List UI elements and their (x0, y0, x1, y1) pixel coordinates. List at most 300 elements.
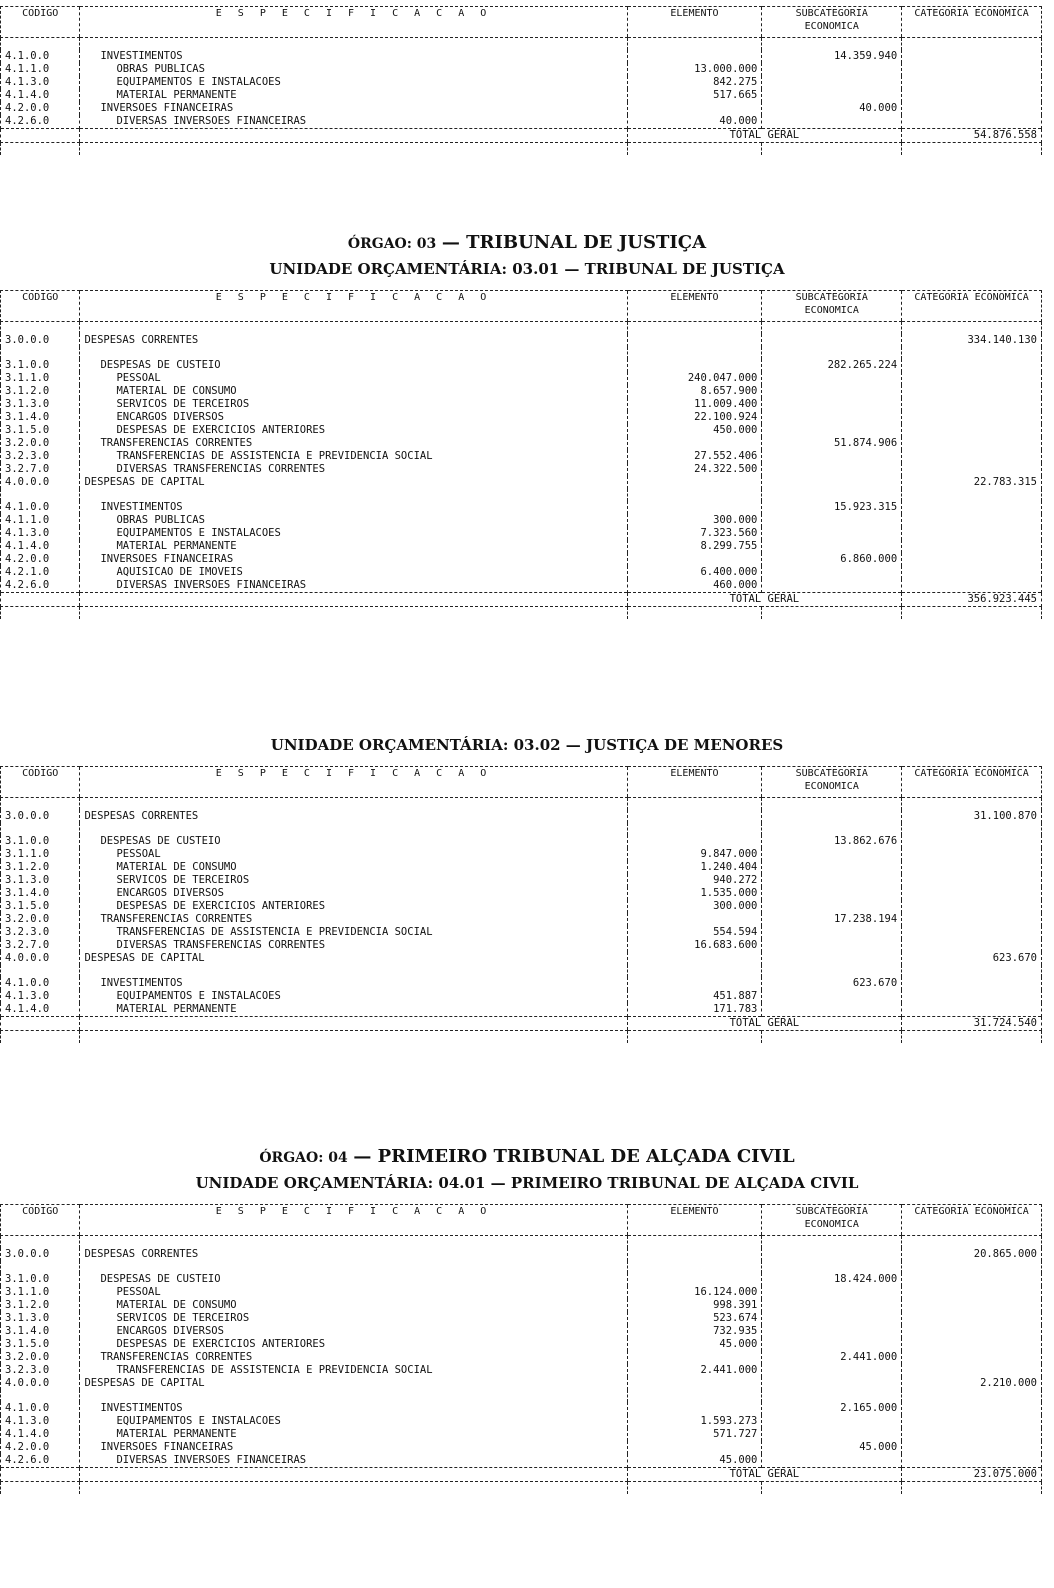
table-row (1, 1428, 1042, 1441)
total-code-cell (1, 1468, 80, 1482)
row-elemento: 22.100.924 (627, 411, 762, 424)
row-code: 4.1.4.0 (1, 1428, 80, 1441)
spacer-cell (627, 38, 762, 51)
header-especificacao: E S P E C I F I C A C A O (80, 291, 627, 322)
row-elemento: 16.124.000 (627, 1286, 762, 1299)
row-code: 4.1.0.0 (1, 977, 80, 990)
header-categoria: CATEGORIA ECONOMICA (902, 291, 1042, 322)
row-spec: MATERIAL PERMANENTE (80, 89, 627, 102)
row-code: 3.1.3.0 (1, 1312, 80, 1325)
row-elemento: 2.441.000 (627, 1364, 762, 1377)
row-code: 3.2.3.0 (1, 450, 80, 463)
row-spec: TRANSFERENCIAS CORRENTES (80, 437, 627, 450)
spacer-cell (1, 1261, 80, 1273)
row-categoria (902, 1402, 1042, 1415)
spacer-cell (902, 1390, 1042, 1402)
unit-0301-title: UNIDADE ORÇAMENTÁRIA: 03.01 — TRIBUNAL DE JUSTIÇA (269, 260, 785, 278)
total-code-cell (1, 129, 80, 143)
row-elemento: 1.535.000 (627, 887, 762, 900)
row-spec: DESPESAS CORRENTES (80, 334, 627, 347)
header-codigo: CODIGO (1, 291, 80, 322)
spacer-cell (627, 322, 762, 335)
row-subcategoria (762, 810, 902, 823)
spacer-row (1, 1031, 1042, 1044)
spacer-cell (762, 322, 902, 335)
row-categoria (902, 1351, 1042, 1364)
total-value: 23.075.000 (902, 1468, 1042, 1482)
row-elemento: 45.000 (627, 1454, 762, 1468)
row-code: 4.1.4.0 (1, 89, 80, 102)
row-elemento: 571.727 (627, 1428, 762, 1441)
row-elemento (627, 102, 762, 115)
row-code: 3.2.3.0 (1, 1364, 80, 1377)
table-row (1, 76, 1042, 89)
row-elemento: 8.299.755 (627, 540, 762, 553)
row-elemento (627, 835, 762, 848)
row-subcategoria (762, 424, 902, 437)
row-elemento: 240.047.000 (627, 372, 762, 385)
row-spec: INVERSOES FINANCEIRAS (80, 553, 627, 566)
row-elemento (627, 977, 762, 990)
row-spec: INVERSOES FINANCEIRAS (80, 1441, 627, 1454)
row-subcategoria (762, 476, 902, 489)
row-code: 4.1.1.0 (1, 63, 80, 76)
spacer-cell (762, 347, 902, 359)
unit-0302-block (0, 766, 1042, 1043)
budget-table-continuation (0, 6, 1042, 155)
header-categoria: CATEGORIA ECONOMICA (902, 1205, 1042, 1236)
spacer-cell (80, 965, 627, 977)
row-subcategoria (762, 411, 902, 424)
row-elemento: 460.000 (627, 579, 762, 593)
row-elemento (627, 1441, 762, 1454)
row-spec: EQUIPAMENTOS E INSTALACOES (80, 76, 627, 89)
spacer-cell (902, 322, 1042, 335)
spacer-cell (1, 798, 80, 811)
budget-table (0, 1204, 1042, 1494)
row-subcategoria: 18.424.000 (762, 1273, 902, 1286)
spacer-cell (902, 1261, 1042, 1273)
table-row (1, 861, 1042, 874)
total-spec-cell (80, 129, 627, 143)
table-row (1, 977, 1042, 990)
spacer-cell (80, 1261, 627, 1273)
spacer-cell (762, 823, 902, 835)
spacer-cell (1, 38, 80, 51)
row-subcategoria: 15.923.315 (762, 501, 902, 514)
row-spec: DIVERSAS INVERSOES FINANCEIRAS (80, 1454, 627, 1468)
header-especificacao: E S P E C I F I C A C A O (80, 1205, 627, 1236)
row-elemento: 9.847.000 (627, 848, 762, 861)
row-code: 4.1.3.0 (1, 76, 80, 89)
table-row (1, 1338, 1042, 1351)
table-row (1, 1248, 1042, 1261)
table-row (1, 359, 1042, 372)
header-elemento: ELEMENTO (627, 7, 762, 38)
row-elemento (627, 952, 762, 965)
header-elemento: ELEMENTO (627, 1205, 762, 1236)
spacer-cell (627, 1261, 762, 1273)
spacer-cell (762, 965, 902, 977)
row-elemento: 300.000 (627, 900, 762, 913)
table-row (1, 501, 1042, 514)
row-spec: AQUISICAO DE IMOVEIS (80, 566, 627, 579)
orgao-03-name: — TRIBUNAL DE JUSTIÇA (441, 232, 707, 253)
row-elemento: 517.665 (627, 89, 762, 102)
spacer-cell (627, 823, 762, 835)
total-value: 54.876.558 (902, 129, 1042, 143)
header-codigo: CODIGO (1, 767, 80, 798)
row-categoria (902, 1286, 1042, 1299)
row-spec: OBRAS PUBLICAS (80, 63, 627, 76)
budget-table (0, 6, 1042, 155)
table-row (1, 424, 1042, 437)
row-categoria (902, 450, 1042, 463)
table-header (1, 7, 1042, 38)
table-row (1, 926, 1042, 939)
table-row (1, 566, 1042, 579)
row-elemento: 6.400.000 (627, 566, 762, 579)
row-spec: INVESTIMENTOS (80, 977, 627, 990)
row-elemento: 940.272 (627, 874, 762, 887)
row-subcategoria (762, 334, 902, 347)
row-elemento: 1.593.273 (627, 1415, 762, 1428)
table-row (1, 411, 1042, 424)
row-spec: MATERIAL DE CONSUMO (80, 385, 627, 398)
row-code: 3.1.0.0 (1, 1273, 80, 1286)
row-spec: DIVERSAS TRANSFERENCIAS CORRENTES (80, 463, 627, 476)
total-label: TOTAL GERAL (627, 1017, 902, 1031)
row-spec: DIVERSAS INVERSOES FINANCEIRAS (80, 115, 627, 129)
spacer-row (1, 143, 1042, 156)
row-code: 3.1.0.0 (1, 359, 80, 372)
spacer-cell (627, 489, 762, 501)
row-elemento (627, 1351, 762, 1364)
row-spec: OBRAS PUBLICAS (80, 514, 627, 527)
row-spec: SERVICOS DE TERCEIROS (80, 1312, 627, 1325)
orgao-03-title (0, 232, 1054, 253)
table-row (1, 372, 1042, 385)
row-code: 4.0.0.0 (1, 1377, 80, 1390)
row-elemento (627, 1402, 762, 1415)
row-categoria (902, 566, 1042, 579)
spacer-cell (80, 38, 627, 51)
row-elemento: 11.009.400 (627, 398, 762, 411)
row-categoria (902, 50, 1042, 63)
table-row (1, 1273, 1042, 1286)
spacer-cell (80, 798, 627, 811)
spacer-row (1, 1390, 1042, 1402)
row-subcategoria (762, 939, 902, 952)
spacer-cell (627, 1236, 762, 1249)
row-subcategoria: 14.359.940 (762, 50, 902, 63)
row-spec: TRANSFERENCIAS CORRENTES (80, 913, 627, 926)
row-code: 3.1.2.0 (1, 385, 80, 398)
header-subcategoria: SUBCATEGORIA ECONOMICA (762, 1205, 902, 1236)
spacer-cell (762, 1031, 902, 1044)
header-elemento: ELEMENTO (627, 291, 762, 322)
row-elemento (627, 810, 762, 823)
table-row (1, 1377, 1042, 1390)
table-row (1, 952, 1042, 965)
row-spec: INVESTIMENTOS (80, 1402, 627, 1415)
table-row (1, 334, 1042, 347)
row-categoria: 22.783.315 (902, 476, 1042, 489)
row-subcategoria (762, 900, 902, 913)
row-subcategoria: 40.000 (762, 102, 902, 115)
table-row (1, 102, 1042, 115)
row-categoria (902, 553, 1042, 566)
row-spec: ENCARGOS DIVERSOS (80, 1325, 627, 1338)
total-label: TOTAL GERAL (627, 129, 902, 143)
row-categoria (902, 463, 1042, 476)
row-subcategoria: 45.000 (762, 1441, 902, 1454)
row-spec: DESPESAS CORRENTES (80, 1248, 627, 1261)
row-code: 3.2.0.0 (1, 1351, 80, 1364)
table-row (1, 848, 1042, 861)
row-subcategoria (762, 115, 902, 129)
row-spec: TRANSFERENCIAS DE ASSISTENCIA E PREVIDENCIA SOCIAL (80, 1364, 627, 1377)
row-code: 4.1.3.0 (1, 527, 80, 540)
row-elemento: 8.657.900 (627, 385, 762, 398)
row-spec: DIVERSAS INVERSOES FINANCEIRAS (80, 579, 627, 593)
spacer-cell (80, 1236, 627, 1249)
table-row (1, 874, 1042, 887)
row-elemento: 40.000 (627, 115, 762, 129)
table-row (1, 900, 1042, 913)
row-elemento: 45.000 (627, 1338, 762, 1351)
row-categoria (902, 887, 1042, 900)
row-subcategoria (762, 874, 902, 887)
spacer-cell (902, 38, 1042, 51)
row-code: 4.1.0.0 (1, 1402, 80, 1415)
row-code: 4.2.6.0 (1, 1454, 80, 1468)
table-row (1, 476, 1042, 489)
row-elemento: 998.391 (627, 1299, 762, 1312)
row-categoria (902, 359, 1042, 372)
spacer-cell (762, 38, 902, 51)
total-spec-cell (80, 1468, 627, 1482)
row-categoria (902, 977, 1042, 990)
row-categoria (902, 115, 1042, 129)
row-categoria (902, 861, 1042, 874)
header-especificacao: E S P E C I F I C A C A O (80, 7, 627, 38)
row-spec: DESPESAS DE CAPITAL (80, 476, 627, 489)
row-subcategoria (762, 887, 902, 900)
header-categoria: CATEGORIA ECONOMICA (902, 7, 1042, 38)
row-code: 3.1.5.0 (1, 424, 80, 437)
row-code: 3.1.1.0 (1, 848, 80, 861)
row-elemento: 842.275 (627, 76, 762, 89)
spacer-cell (902, 965, 1042, 977)
row-subcategoria (762, 1415, 902, 1428)
spacer-cell (762, 798, 902, 811)
row-elemento: 523.674 (627, 1312, 762, 1325)
row-spec: EQUIPAMENTOS E INSTALACOES (80, 1415, 627, 1428)
row-code: 4.1.4.0 (1, 1003, 80, 1017)
table-row (1, 1312, 1042, 1325)
row-subcategoria (762, 861, 902, 874)
row-categoria (902, 990, 1042, 1003)
orgao-04-name: — PRIMEIRO TRIBUNAL DE ALÇADA CIVIL (353, 1146, 795, 1167)
table-row (1, 1003, 1042, 1017)
spacer-cell (80, 1031, 627, 1044)
row-subcategoria (762, 63, 902, 76)
spacer-cell (80, 823, 627, 835)
row-categoria (902, 372, 1042, 385)
spacer-row (1, 322, 1042, 335)
row-subcategoria (762, 1003, 902, 1017)
row-code: 3.1.4.0 (1, 411, 80, 424)
row-subcategoria: 2.165.000 (762, 1402, 902, 1415)
row-code: 4.2.0.0 (1, 1441, 80, 1454)
spacer-cell (1, 1390, 80, 1402)
row-subcategoria (762, 1312, 902, 1325)
row-spec: DIVERSAS TRANSFERENCIAS CORRENTES (80, 939, 627, 952)
row-subcategoria: 51.874.906 (762, 437, 902, 450)
row-code: 4.2.0.0 (1, 553, 80, 566)
row-subcategoria (762, 1338, 902, 1351)
table-row (1, 1299, 1042, 1312)
table-row (1, 527, 1042, 540)
row-subcategoria: 6.860.000 (762, 553, 902, 566)
spacer-cell (902, 1482, 1042, 1495)
row-spec: ENCARGOS DIVERSOS (80, 411, 627, 424)
row-code: 4.1.3.0 (1, 1415, 80, 1428)
row-spec: DESPESAS DE EXERCICIOS ANTERIORES (80, 1338, 627, 1351)
spacer-row (1, 607, 1042, 620)
row-categoria: 31.100.870 (902, 810, 1042, 823)
total-row (1, 129, 1042, 143)
row-elemento: 171.783 (627, 1003, 762, 1017)
spacer-cell (1, 823, 80, 835)
row-categoria (902, 437, 1042, 450)
unit-0302-title: UNIDADE ORÇAMENTÁRIA: 03.02 — JUSTIÇA DE MENORES (270, 736, 784, 754)
row-categoria (902, 63, 1042, 76)
row-elemento: 16.683.600 (627, 939, 762, 952)
total-row (1, 593, 1042, 607)
header-subcategoria: SUBCATEGORIA ECONOMICA (762, 7, 902, 38)
row-subcategoria: 17.238.194 (762, 913, 902, 926)
spacer-cell (902, 347, 1042, 359)
row-code: 3.0.0.0 (1, 334, 80, 347)
header-subcategoria: SUBCATEGORIA ECONOMICA (762, 767, 902, 798)
row-subcategoria: 282.265.224 (762, 359, 902, 372)
spacer-cell (1, 965, 80, 977)
total-label: TOTAL GERAL (627, 593, 902, 607)
row-elemento (627, 1377, 762, 1390)
spacer-cell (1, 1236, 80, 1249)
total-code-cell (1, 1017, 80, 1031)
row-categoria: 334.140.130 (902, 334, 1042, 347)
table-row (1, 50, 1042, 63)
row-elemento (627, 50, 762, 63)
row-code: 3.1.3.0 (1, 874, 80, 887)
spacer-cell (627, 965, 762, 977)
row-subcategoria (762, 1248, 902, 1261)
row-spec: DESPESAS DE CAPITAL (80, 1377, 627, 1390)
row-elemento: 27.552.406 (627, 450, 762, 463)
spacer-cell (902, 1031, 1042, 1044)
row-categoria (902, 1003, 1042, 1017)
row-categoria (902, 1338, 1042, 1351)
table-row (1, 89, 1042, 102)
row-categoria (902, 900, 1042, 913)
row-categoria (902, 89, 1042, 102)
row-subcategoria (762, 514, 902, 527)
row-elemento (627, 913, 762, 926)
row-subcategoria (762, 990, 902, 1003)
unit-0301-block (0, 290, 1042, 619)
table-row (1, 63, 1042, 76)
spacer-cell (1, 1482, 80, 1495)
spacer-cell (762, 1390, 902, 1402)
header-codigo: CODIGO (1, 7, 80, 38)
row-spec: EQUIPAMENTOS E INSTALACOES (80, 990, 627, 1003)
row-subcategoria (762, 579, 902, 593)
spacer-cell (762, 1261, 902, 1273)
header-elemento: ELEMENTO (627, 767, 762, 798)
table-row (1, 835, 1042, 848)
row-subcategoria (762, 1454, 902, 1468)
row-categoria (902, 1312, 1042, 1325)
table-row (1, 1402, 1042, 1415)
row-elemento: 1.240.404 (627, 861, 762, 874)
row-spec: DESPESAS DE CUSTEIO (80, 359, 627, 372)
unit-0401-block (0, 1204, 1042, 1494)
spacer-row (1, 1236, 1042, 1249)
row-code: 3.1.2.0 (1, 861, 80, 874)
spacer-row (1, 798, 1042, 811)
total-label: TOTAL GERAL (627, 1468, 902, 1482)
spacer-cell (627, 1482, 762, 1495)
row-categoria (902, 501, 1042, 514)
row-spec: TRANSFERENCIAS CORRENTES (80, 1351, 627, 1364)
row-spec: DESPESAS CORRENTES (80, 810, 627, 823)
total-code-cell (1, 593, 80, 607)
row-spec: DESPESAS DE EXERCICIOS ANTERIORES (80, 424, 627, 437)
table-row (1, 1415, 1042, 1428)
row-categoria: 2.210.000 (902, 1377, 1042, 1390)
row-subcategoria (762, 1377, 902, 1390)
spacer-cell (627, 607, 762, 620)
spacer-cell (902, 489, 1042, 501)
spacer-row (1, 489, 1042, 501)
row-code: 4.2.1.0 (1, 566, 80, 579)
row-code: 4.0.0.0 (1, 476, 80, 489)
total-row (1, 1017, 1042, 1031)
table-row (1, 579, 1042, 593)
spacer-row (1, 823, 1042, 835)
row-categoria (902, 579, 1042, 593)
table-row (1, 463, 1042, 476)
row-code: 3.1.5.0 (1, 900, 80, 913)
row-spec: DESPESAS DE CUSTEIO (80, 1273, 627, 1286)
spacer-cell (627, 1390, 762, 1402)
row-elemento: 450.000 (627, 424, 762, 437)
spacer-cell (902, 823, 1042, 835)
spacer-cell (762, 1482, 902, 1495)
row-subcategoria (762, 450, 902, 463)
total-row (1, 1468, 1042, 1482)
row-categoria (902, 939, 1042, 952)
table-row (1, 1351, 1042, 1364)
spacer-row (1, 1261, 1042, 1273)
row-spec: DESPESAS DE CAPITAL (80, 952, 627, 965)
row-elemento (627, 334, 762, 347)
unit-0401-title: UNIDADE ORÇAMENTÁRIA: 04.01 — PRIMEIRO TRIBUNAL DE ALÇADA CIVIL (195, 1174, 859, 1192)
spacer-cell (762, 143, 902, 156)
